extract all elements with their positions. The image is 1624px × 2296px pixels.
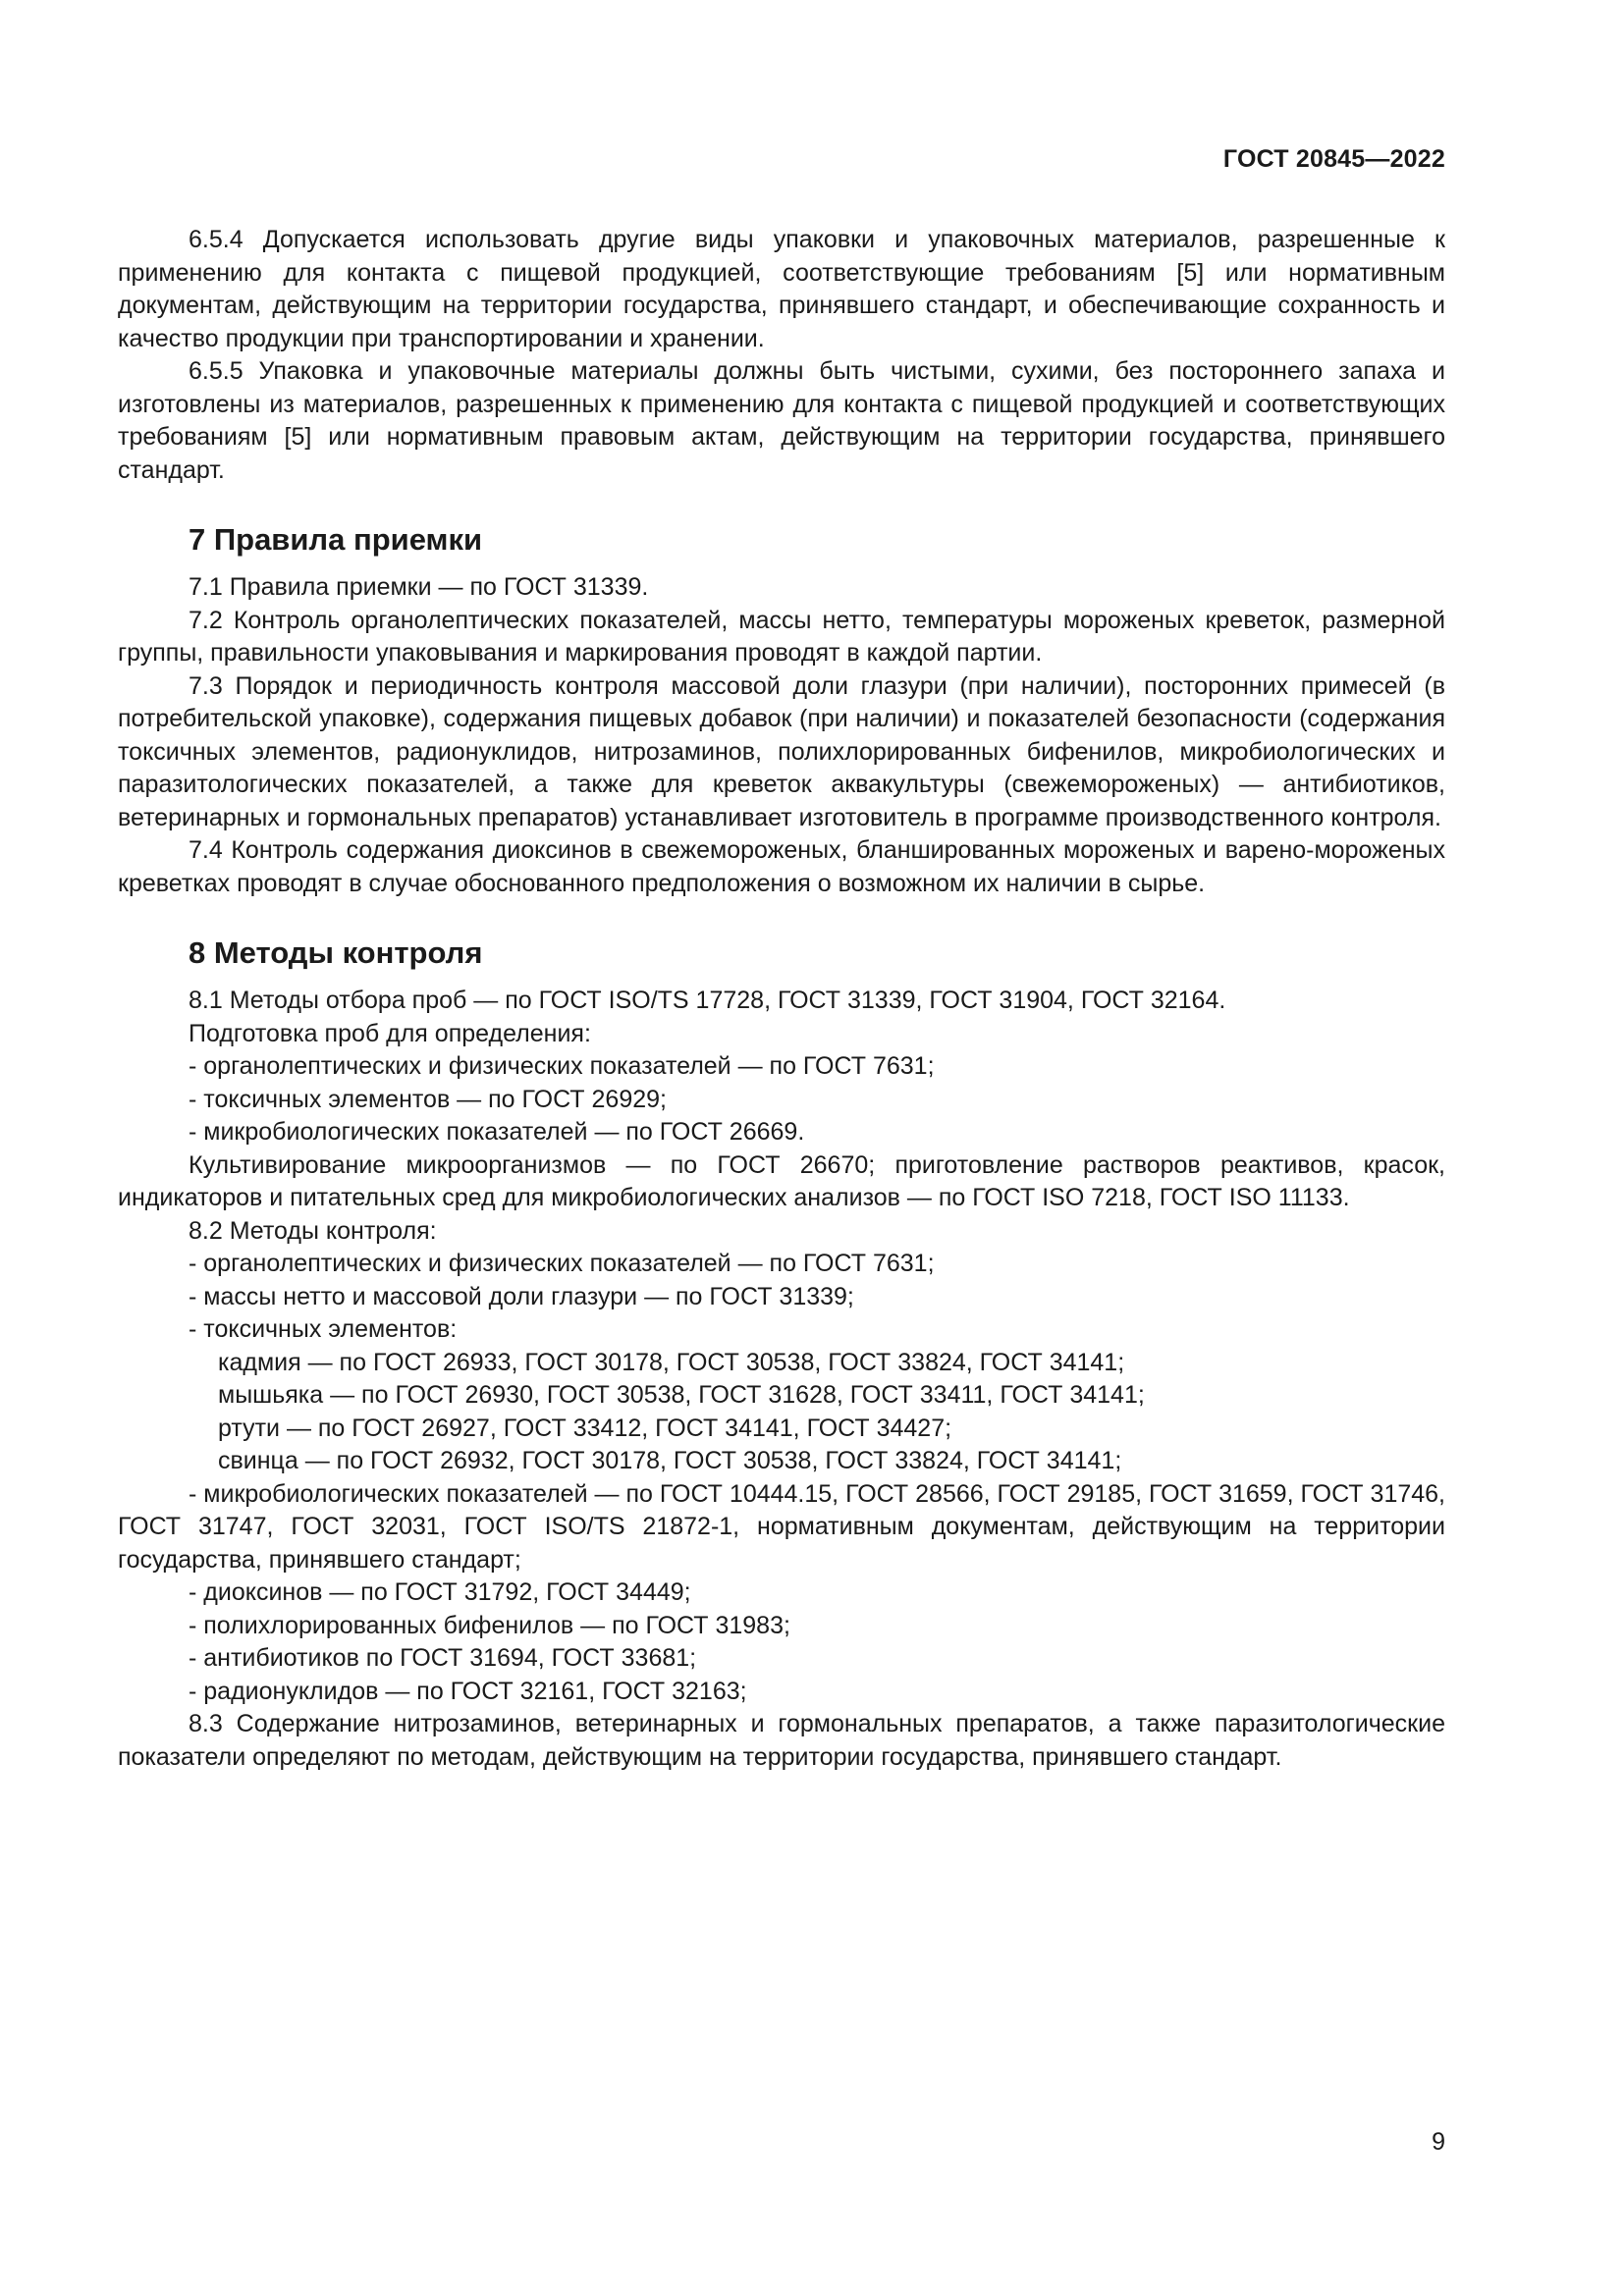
method-item: - диоксинов — по ГОСТ 31792, ГОСТ 34449; [189, 1578, 691, 1606]
prep-item: - токсичных элементов — по ГОСТ 26929; [189, 1085, 667, 1113]
paragraph-6-5-5: 6.5.5 Упаковка и упаковочные материалы должны быть чистыми, сухими, без постороннего запаха и изготовлены из материалов, разрешенных к применению для контакта с пищевой продукцией и соответствующих требованиям [5] или нормативным правовым актам, действующим на территории государства, принявшего стандарт. [118, 357, 1445, 484]
method-item-micro: - микробиологических показателей — по ГОСТ 10444.15, ГОСТ 28566, ГОСТ 29185, ГОСТ 31659, ГОСТ 31746, ГОСТ 31747, ГОСТ 32031, ГОСТ ISO/TS 21872-1, нормативным документам, действующим на территории государства, принявшего стандарт; [118, 1479, 1445, 1574]
paragraph-cultivation: Культивирование микроорганизмов — по ГОСТ 26670; приготовление растворов реактивов, красок, индикаторов и питательных сред для микробиологических анализов — по ГОСТ ISO 7218, ГОСТ ISO 11133. [118, 1150, 1445, 1211]
paragraph-7-4: 7.4 Контроль содержания диоксинов в свежемороженых, бланшированных мороженых и варено-мороженых креветках проводят в случае обоснованного предположения о возможном их наличии в сырье. [118, 836, 1445, 897]
method-item: - токсичных элементов: [189, 1315, 458, 1343]
paragraph-7-3: 7.3 Порядок и периодичность контроля массовой доли глазури (при наличии), посторонних примесей (в потребительской упаковке), содержания пищевых добавок (при наличии) и показателей безопасности (содержания токсичных элементов, радионуклидов, нитрозаминов, полихлорированных бифенилов, микробиологических и паразитологических показателей, а также для креветок аквакультуры (свежемороженых) — антибиотиков, ветеринарных и гормональных препаратов) устанавливает изготовитель в программе производственного контроля. [118, 671, 1445, 831]
paragraph-8-3: 8.3 Содержание нитрозаминов, ветеринарных и гормональных препаратов, а также паразитологические показатели определяют по методам, действующим на территории государства, принявшего стандарт. [118, 1710, 1445, 1771]
paragraph-7-2: 7.2 Контроль органолептических показателей, массы нетто, температуры мороженых креветок, размерной группы, правильности упаковывания и маркирования проводят в каждой партии. [118, 606, 1445, 667]
section-7-heading: 7 Правила приемки [189, 522, 483, 557]
prep-item: - микробиологических показателей — по ГОСТ 26669. [189, 1118, 805, 1146]
prep-intro: Подготовка проб для определения: [189, 1019, 591, 1047]
toxic-item: ртути — по ГОСТ 26927, ГОСТ 33412, ГОСТ 34141, ГОСТ 34427; [218, 1414, 952, 1442]
method-item: - полихлорированных бифенилов — по ГОСТ 31983; [189, 1611, 790, 1639]
paragraph-8-2: 8.2 Методы контроля: [189, 1216, 437, 1245]
method-item: - массы нетто и массовой доли глазури — по ГОСТ 31339; [189, 1282, 854, 1310]
section-8-heading: 8 Методы контроля [189, 935, 483, 970]
page-number: 9 [1432, 2128, 1445, 2156]
document-body [118, 224, 1445, 1774]
method-item: - радионуклидов — по ГОСТ 32161, ГОСТ 32163; [189, 1677, 747, 1705]
method-item: - антибиотиков по ГОСТ 31694, ГОСТ 33681; [189, 1644, 697, 1672]
toxic-item: свинца — по ГОСТ 26932, ГОСТ 30178, ГОСТ 30538, ГОСТ 33824, ГОСТ 34141; [218, 1447, 1122, 1474]
method-item: - органолептических и физических показателей — по ГОСТ 7631; [189, 1250, 935, 1277]
toxic-item: мышьяка — по ГОСТ 26930, ГОСТ 30538, ГОСТ 31628, ГОСТ 33411, ГОСТ 34141; [218, 1381, 1145, 1409]
paragraph-7-1: 7.1 Правила приемки — по ГОСТ 31339. [189, 573, 649, 601]
paragraph-6-5-4: 6.5.4 Допускается использовать другие виды упаковки и упаковочных материалов, разрешенные к применению для контакта с пищевой продукцией, соответствующие требованиям [5] или нормативным документам, действующим на территории государства, принявшего стандарт, и обеспечивающие сохранность и качество продукции при транспортировании и хранении. [118, 226, 1445, 352]
paragraph-8-1: 8.1 Методы отбора проб — по ГОСТ ISO/TS 17728, ГОСТ 31339, ГОСТ 31904, ГОСТ 32164. [189, 987, 1226, 1014]
prep-item: - органолептических и физических показателей — по ГОСТ 7631; [189, 1052, 935, 1080]
document-header: ГОСТ 20845—2022 [1222, 145, 1445, 173]
toxic-item: кадмия — по ГОСТ 26933, ГОСТ 30178, ГОСТ 30538, ГОСТ 33824, ГОСТ 34141; [218, 1348, 1125, 1376]
